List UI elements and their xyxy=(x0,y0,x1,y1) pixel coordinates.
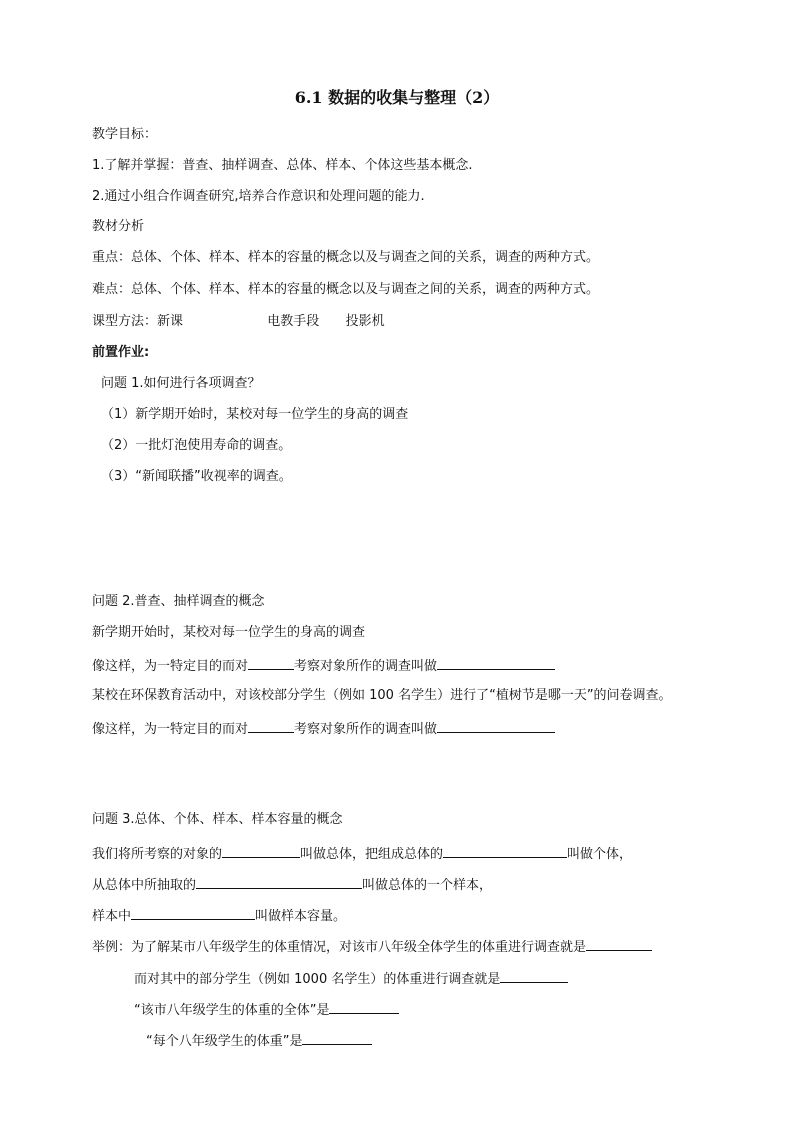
q3-example-2 xyxy=(134,968,568,989)
q3-line-2 xyxy=(92,874,492,895)
q2-line-2 xyxy=(92,655,555,676)
q3-example-4 xyxy=(146,1030,372,1051)
q2-heading: 问题 2.普查、抽样调查的概念 xyxy=(92,594,265,609)
q2-line-4-part-a: 像这样，为一特定目的而对 xyxy=(92,722,249,737)
q3-line-1-part-c: 叫做个体， xyxy=(567,847,633,862)
q2-line-4 xyxy=(92,718,555,739)
q2-line-2-part-a: 像这样，为一特定目的而对 xyxy=(92,659,249,674)
q3-line-2-part-b: 叫做总体的一个样本， xyxy=(362,878,493,893)
answer-blank[interactable] xyxy=(443,843,567,858)
q2-line-1: 新学期开始时，某校对每一位学生的身高的调查 xyxy=(92,625,366,640)
answer-blank[interactable] xyxy=(196,874,362,889)
q3-line-1-part-b: 叫做总体，把组成总体的 xyxy=(300,847,444,862)
q3-example-1-text: 举例：为了解某市八年级学生的体重情况，对该市八年级全体学生的体重进行调查就是 xyxy=(92,940,587,955)
objective-2: 2.通过小组合作调查研究,培养合作意识和处理问题的能力. xyxy=(92,189,425,204)
answer-blank[interactable] xyxy=(302,1030,372,1045)
answer-blank[interactable] xyxy=(248,718,294,733)
lesson-type-label: 课型方法：新课 xyxy=(92,314,184,329)
q3-line-2-part-a: 从总体中所抽取的 xyxy=(92,878,197,893)
answer-blank[interactable] xyxy=(437,655,555,670)
answer-blank[interactable] xyxy=(437,718,555,733)
analysis-heading: 教材分析 xyxy=(92,219,145,234)
q2-line-2-part-b: 考察对象所作的调查叫做 xyxy=(294,659,438,674)
q2-line-4-part-b: 考察对象所作的调查叫做 xyxy=(294,722,438,737)
q3-line-3-part-a: 样本中 xyxy=(92,909,132,924)
answer-blank[interactable] xyxy=(500,968,568,983)
key-point: 重点：总体、个体、样本、样本的容量的概念以及与调查之间的关系，调查的两种方式。 xyxy=(92,250,600,265)
answer-blank[interactable] xyxy=(222,843,300,858)
q1-item-3: （3）“新闻联播”收视率的调查。 xyxy=(101,469,292,484)
q2-line-3: 某校在环保教育活动中，对该校部分学生（例如 100 名学生）进行了“植树节是哪一天”的问卷调查。 xyxy=(92,688,672,703)
answer-blank[interactable] xyxy=(131,905,255,920)
q1-heading: 问题 1.如何进行各项调查？ xyxy=(101,376,261,391)
answer-blank[interactable] xyxy=(586,936,652,951)
lesson-type-device: 投影机 xyxy=(345,314,385,329)
q3-example-4-text: “每个八年级学生的体重”是 xyxy=(146,1034,303,1049)
prework-heading: 前置作业: xyxy=(92,345,150,360)
lesson-type-tool: 电教手段 xyxy=(267,314,320,329)
q3-example-3 xyxy=(134,999,399,1020)
lesson-type-row xyxy=(92,313,385,331)
q3-line-1 xyxy=(92,843,632,864)
objectives-heading: 教学目标： xyxy=(92,127,158,142)
answer-blank[interactable] xyxy=(329,999,399,1014)
difficulty: 难点：总体、个体、样本、样本的容量的概念以及与调查之间的关系，调查的两种方式。 xyxy=(92,282,600,297)
q3-line-1-part-a: 我们将所考察的对象的 xyxy=(92,847,223,862)
q3-example-1 xyxy=(92,936,652,957)
page-title: 6.1 数据的收集与整理（2） xyxy=(294,88,500,107)
q3-heading: 问题 3.总体、个体、样本、样本容量的概念 xyxy=(92,812,343,827)
q3-example-2-text: 而对其中的部分学生（例如 1000 名学生）的体重进行调查就是 xyxy=(134,972,501,987)
answer-blank[interactable] xyxy=(248,655,294,670)
q3-example-3-text: “该市八年级学生的体重的全体”是 xyxy=(134,1003,330,1018)
objective-1: 1.了解并掌握：普查、抽样调查、总体、样本、个体这些基本概念. xyxy=(92,158,473,173)
q3-line-3 xyxy=(92,905,346,926)
q1-item-1: （1）新学期开始时，某校对每一位学生的身高的调查 xyxy=(101,407,409,422)
q3-line-3-part-b: 叫做样本容量。 xyxy=(255,909,347,924)
q1-item-2: （2）一批灯泡使用寿命的调查。 xyxy=(101,438,292,453)
